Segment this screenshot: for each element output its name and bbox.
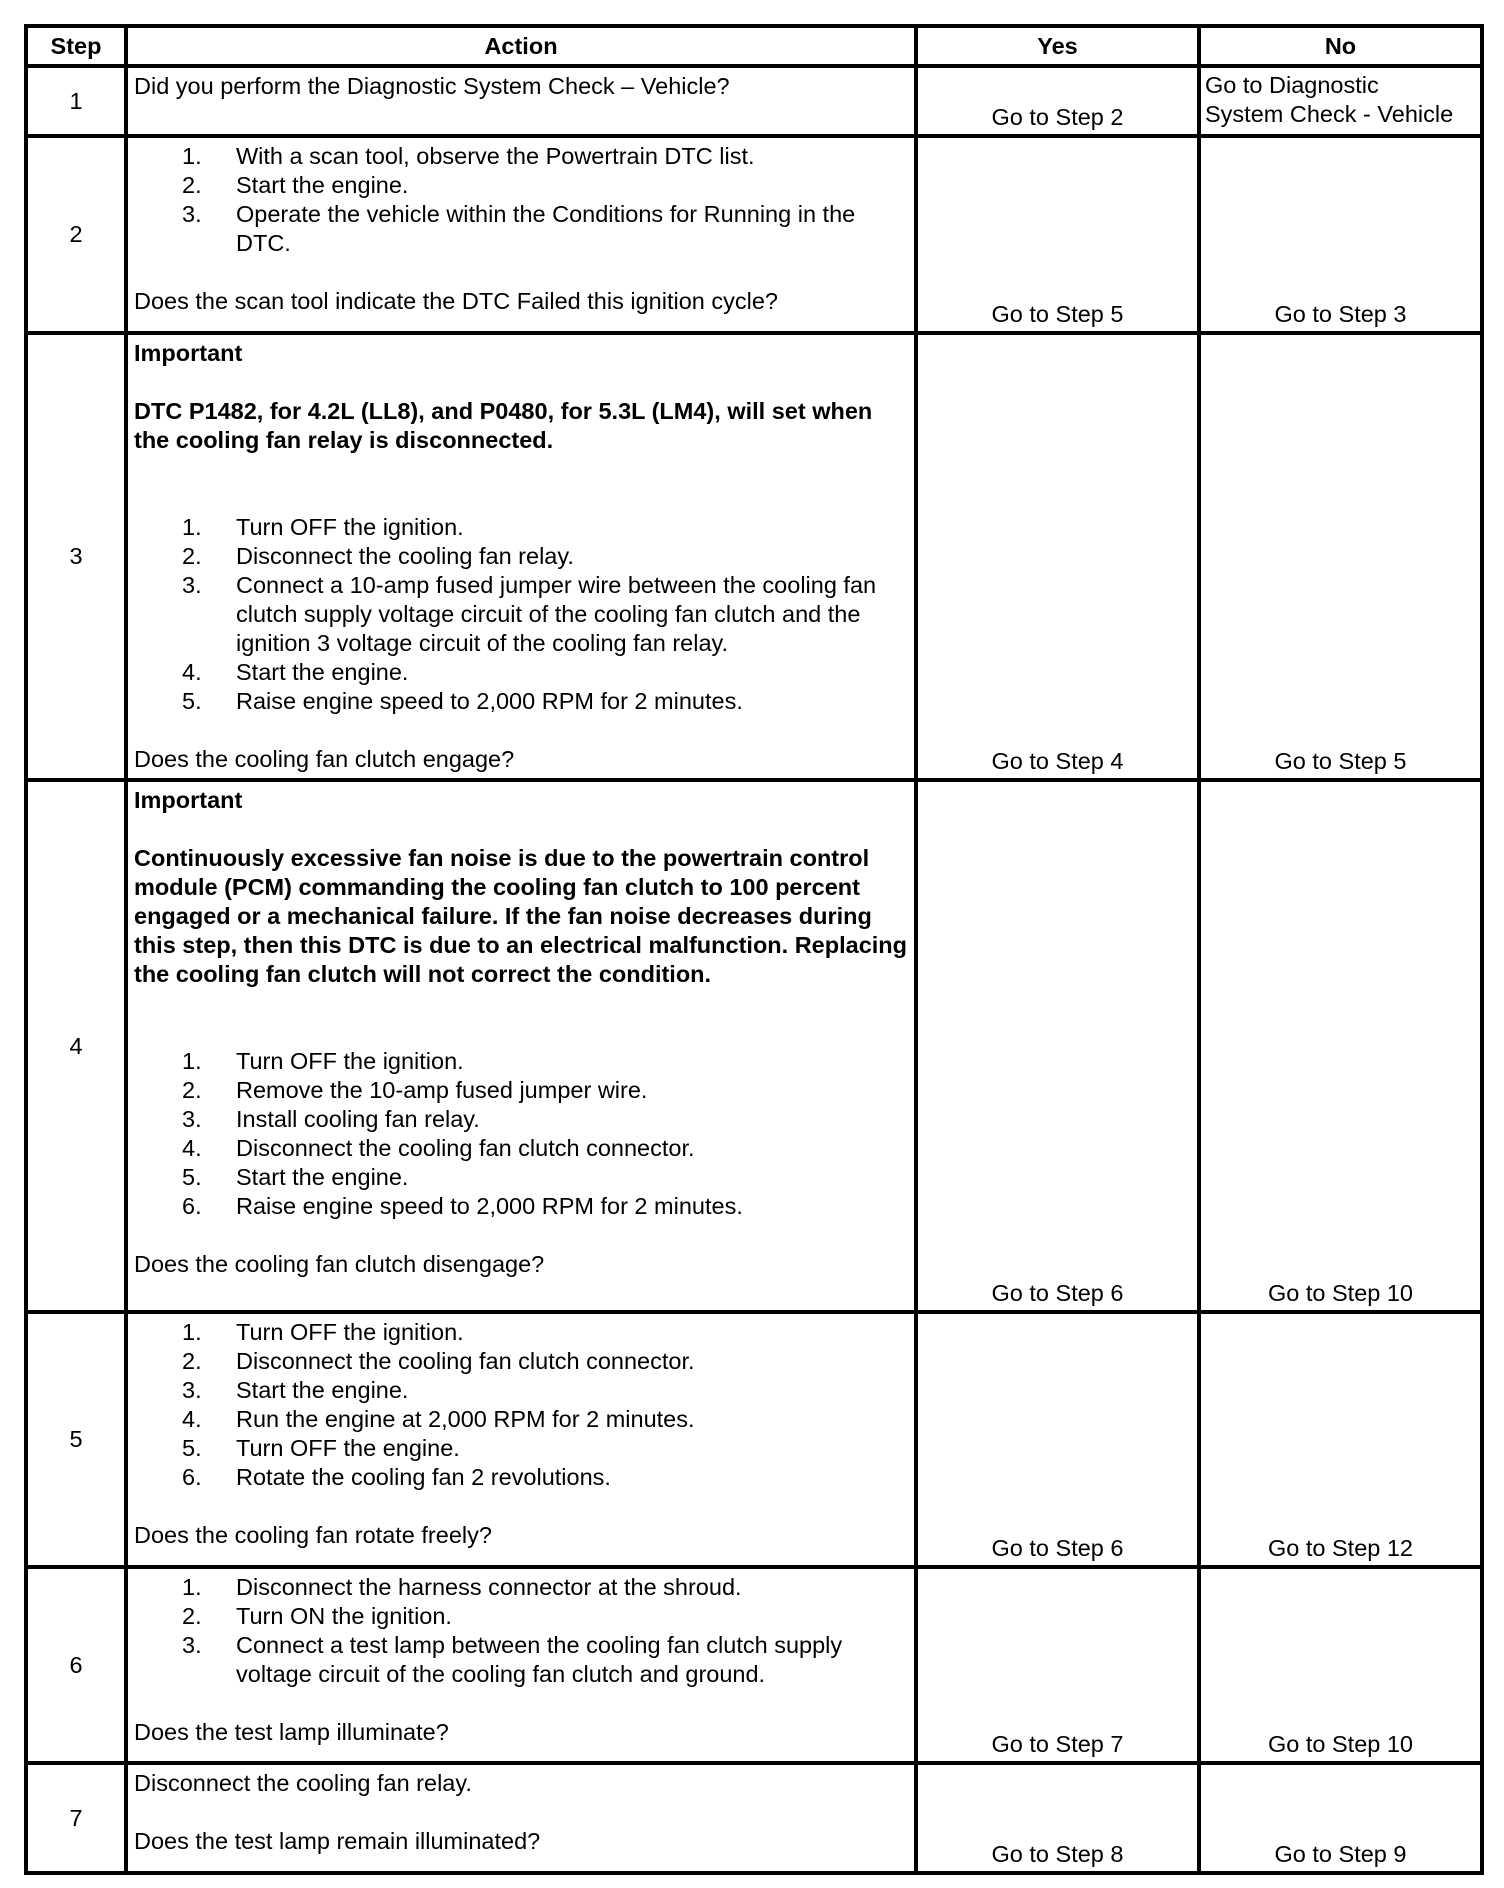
table-row [26,136,1482,333]
action-cell [126,66,916,136]
action-cell [126,136,916,333]
header-step: Step [26,26,126,66]
question: Did you perform the Diagnostic System Check – Vehicle? [134,73,730,99]
list-item: 5. Start the engine. [182,1164,409,1190]
list-item: 5. Raise engine speed to 2,000 RPM for 2 minutes. [182,688,743,714]
yes-cell: Go to Step 2 [916,66,1199,136]
list-item: 5. Turn OFF the engine. [182,1435,460,1461]
step-number: 2 [26,136,126,333]
header-yes: Yes [916,26,1199,66]
question: Does the scan tool indicate the DTC Failed this ignition cycle? [134,288,778,314]
action-cell [126,333,916,780]
list-item: 2. Turn ON the ignition. [182,1603,452,1629]
list-item: 3. Connect a test lamp between the cooling fan clutch supply voltage circuit of the cooling fan clutch and ground. [182,1632,843,1687]
table-row [26,66,1482,136]
list-item: 2. Remove the 10-amp fused jumper wire. [182,1077,648,1103]
no-cell: Go to Step 12 [1199,1312,1482,1567]
list-item: 1. Turn OFF the ignition. [182,514,464,540]
step-number: 4 [26,780,126,1312]
action-cell [126,1763,916,1873]
list-item: 3. Start the engine. [182,1377,409,1403]
step-number: 1 [26,66,126,136]
list-item: 3. Connect a 10-amp fused jumper wire between the cooling fan clutch supply voltage circuit of the cooling fan clutch and the ignition 3 voltage circuit of the cooling fan relay. [182,572,877,656]
list-item: 1. With a scan tool, observe the Powertrain DTC list. [182,143,755,169]
question: Does the cooling fan clutch engage? [134,746,515,772]
question: Does the test lamp illuminate? [134,1719,449,1745]
step-number: 5 [26,1312,126,1567]
table-row [26,1567,1482,1763]
step-number: 3 [26,333,126,780]
yes-cell: Go to Step 4 [916,333,1199,780]
action-cell [126,1312,916,1567]
instruction-list [134,1047,908,1221]
no-cell: Go to Step 5 [1199,333,1482,780]
no-cell: Go to Step 10 [1199,1567,1482,1763]
table-row [26,333,1482,780]
header-action: Action [126,26,916,66]
instruction-list [134,513,908,716]
question: Does the cooling fan rotate freely? [134,1522,492,1548]
diagnostic-table [24,24,1484,1875]
header-row [26,26,1482,66]
instruction: Disconnect the cooling fan relay. [134,1770,472,1796]
list-item: 1. Disconnect the harness connector at the shroud. [182,1574,742,1600]
action-cell [126,1567,916,1763]
table-row [26,1763,1482,1873]
table-row [26,780,1482,1312]
no-cell: Go to Step 10 [1199,780,1482,1312]
yes-cell: Go to Step 6 [916,1312,1199,1567]
important-label: Important [134,787,243,813]
table-row [26,1312,1482,1567]
list-item: 4. Disconnect the cooling fan clutch connector. [182,1135,695,1161]
list-item: 2. Disconnect the cooling fan relay. [182,543,574,569]
no-line: System Check - Vehicle [1205,101,1454,127]
yes-cell: Go to Step 8 [916,1763,1199,1873]
question: Does the test lamp remain illuminated? [134,1828,541,1854]
instruction-list [134,1573,908,1689]
list-item: 3. Operate the vehicle within the Conditions for Running in the DTC. [182,201,856,256]
list-item: 4. Run the engine at 2,000 RPM for 2 minutes. [182,1406,695,1432]
instruction-list [134,1318,908,1492]
step-number: 6 [26,1567,126,1763]
instruction-list [134,142,908,258]
no-line: Go to Diagnostic [1205,72,1379,98]
list-item: 6. Raise engine speed to 2,000 RPM for 2 minutes. [182,1193,743,1219]
list-item: 4. Start the engine. [182,659,409,685]
yes-cell: Go to Step 7 [916,1567,1199,1763]
no-cell: Go to Step 3 [1199,136,1482,333]
list-item: 3. Install cooling fan relay. [182,1106,480,1132]
list-item: 2. Start the engine. [182,172,409,198]
list-item: 1. Turn OFF the ignition. [182,1319,464,1345]
yes-cell: Go to Step 5 [916,136,1199,333]
header-no: No [1199,26,1482,66]
important-note: Continuously excessive fan noise is due to the powertrain control module (PCM) commanding the cooling fan clutch to 100 percent engaged or a mechanical failure. If the fan noise decreases during this step, then this DTC is due to an electrical malfunction. Replacing the cooling fan clutch will not correct the condition. [134,845,908,987]
important-label: Important [134,340,243,366]
important-note: DTC P1482, for 4.2L (LL8), and P0480, for 5.3L (LM4), will set when the cooling fan relay is disconnected. [134,398,873,453]
action-cell [126,780,916,1312]
question: Does the cooling fan clutch disengage? [134,1251,545,1277]
step-number: 7 [26,1763,126,1873]
list-item: 6. Rotate the cooling fan 2 revolutions. [182,1464,611,1490]
list-item: 1. Turn OFF the ignition. [182,1048,464,1074]
no-cell: Go to Step 9 [1199,1763,1482,1873]
no-cell [1199,66,1482,136]
yes-cell: Go to Step 6 [916,780,1199,1312]
list-item: 2. Disconnect the cooling fan clutch connector. [182,1348,695,1374]
